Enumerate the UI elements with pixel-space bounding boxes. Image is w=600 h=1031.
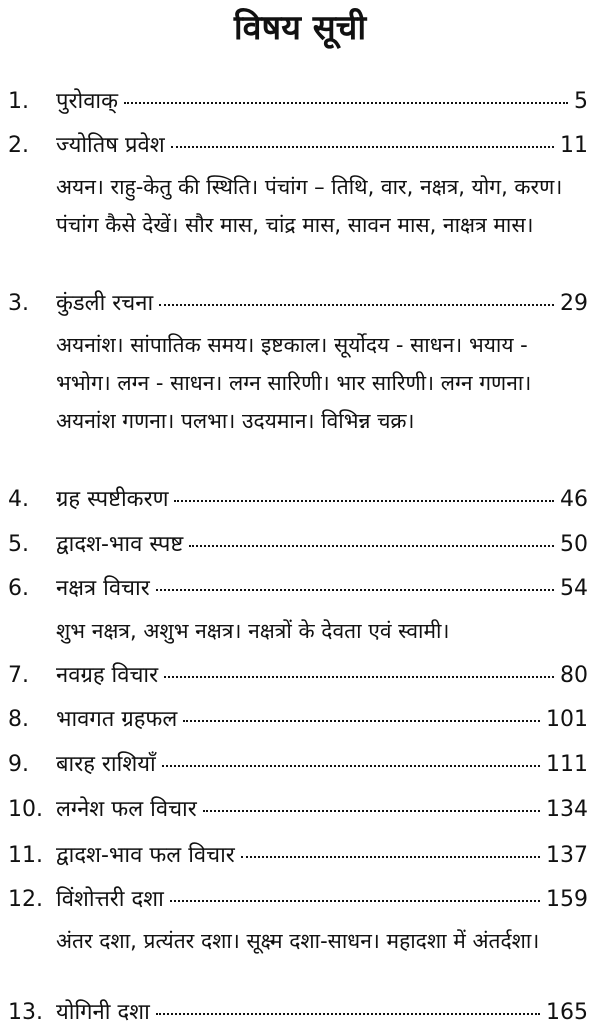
entry-page-number: 54 [560,576,588,601]
entry-description: अयन। राहु-केतु की स्थिति। पंचांग – तिथि, वार, नक्षत्र, योग, करण। पंचांग कैसे देखें। सौर मास, चांद्र मास, सावन मास, नाक्षत्र मास। [56,175,563,237]
toc-entry-11 [0,838,600,874]
toc-entry-9 [0,747,600,783]
entry-page-number: 46 [560,487,588,512]
entry-number: 1. [8,89,29,114]
entry-page-number: 101 [546,707,588,732]
entry-title: बारह राशियाँ [56,752,156,777]
entry-title: द्वादश-भाव स्पष्ट [56,532,184,557]
entry-row [56,792,588,828]
entry-description: अंतर दशा, प्रत्यंतर दशा। सूक्ष्म दशा-साधन। महादशा में अंतर्दशा। [56,929,540,953]
entry-row [56,658,588,694]
entry-number: 7. [8,663,29,688]
entry-row [56,747,588,783]
toc-entry-2 [0,128,600,164]
toc-entry-6 [0,571,600,607]
toc-entry-3 [0,286,600,322]
entry-page-number: 137 [546,843,588,868]
entry-row [56,84,588,120]
dot-leader [170,900,540,902]
dot-leader [156,589,554,591]
toc-entry-10 [0,792,600,828]
entry-page-number: 159 [546,887,588,912]
entry-number: 2. [8,133,29,158]
toc-entry-13 [0,995,600,1031]
dot-leader [124,102,568,104]
entry-page-number: 165 [546,1000,588,1025]
entry-number: 11. [8,843,43,868]
entry-row [56,838,588,874]
entry-title: ग्रह स्पष्टीकरण [56,487,169,512]
entry-title: लग्नेश फल विचार [56,797,197,822]
entry-title: योगिनी दशा [56,1000,150,1025]
toc-entry-5 [0,527,600,563]
entry-page-number: 29 [560,291,588,316]
entry-title: कुंडली रचना [56,291,154,316]
dot-leader [171,146,554,148]
entry-row [56,128,588,164]
entry-title: विंशोत्तरी दशा [56,887,164,912]
toc-entry-7 [0,658,600,694]
dot-leader [174,500,554,502]
dot-leader [189,545,554,547]
entry-title: ज्योतिष प्रवेश [56,133,165,158]
dot-leader [203,810,540,812]
page-title: विषय सूची [233,8,367,48]
entry-title: द्वादश-भाव फल विचार [56,843,235,868]
entry-row [56,527,588,563]
dot-leader [164,676,554,678]
entry-row [56,571,588,607]
dot-leader [241,856,540,858]
entry-number: 9. [8,752,29,777]
entry-number: 8. [8,707,29,732]
entry-row [56,286,588,322]
toc-entry-8 [0,702,600,738]
entry-row [56,882,588,918]
entry-page-number: 50 [560,532,588,557]
entry-number: 3. [8,291,29,316]
entry-page-number: 111 [546,752,588,777]
entry-page-number: 80 [560,663,588,688]
entry-page-number: 11 [560,133,588,158]
entry-number: 4. [8,487,29,512]
entry-title: भावगत ग्रहफल [56,707,178,732]
toc-entry-12 [0,882,600,918]
toc-entry-4 [0,482,600,518]
entry-title: पुरोवाक् [56,89,119,114]
entry-number: 6. [8,576,29,601]
entry-number: 13. [8,1000,43,1025]
entry-row [56,482,588,518]
entry-description: अयनांश। सांपातिक समय। इष्टकाल। सूर्योदय - साधन। भयाय - भभोग। लग्न - साधन। लग्न सारिणी। भार सारिणी। लग्न गणना। अयनांश गणना। पलभा। उदयमान। विभिन्न चक्र। [56,333,532,433]
entry-page-number: 5 [574,89,588,114]
entry-row [56,995,588,1031]
toc-entry-1 [0,84,600,120]
dot-leader [183,720,540,722]
dot-leader [159,304,554,306]
entry-number: 5. [8,532,29,557]
entry-number: 10. [8,797,43,822]
entry-row [56,702,588,738]
dot-leader [162,765,540,767]
entry-title: नक्षत्र विचार [56,576,150,601]
entry-page-number: 134 [546,797,588,822]
entry-description: शुभ नक्षत्र, अशुभ नक्षत्र। नक्षत्रों के देवता एवं स्वामी। [56,619,450,643]
entry-number: 12. [8,887,43,912]
dot-leader [156,1013,540,1015]
entry-title: नवग्रह विचार [56,663,159,688]
